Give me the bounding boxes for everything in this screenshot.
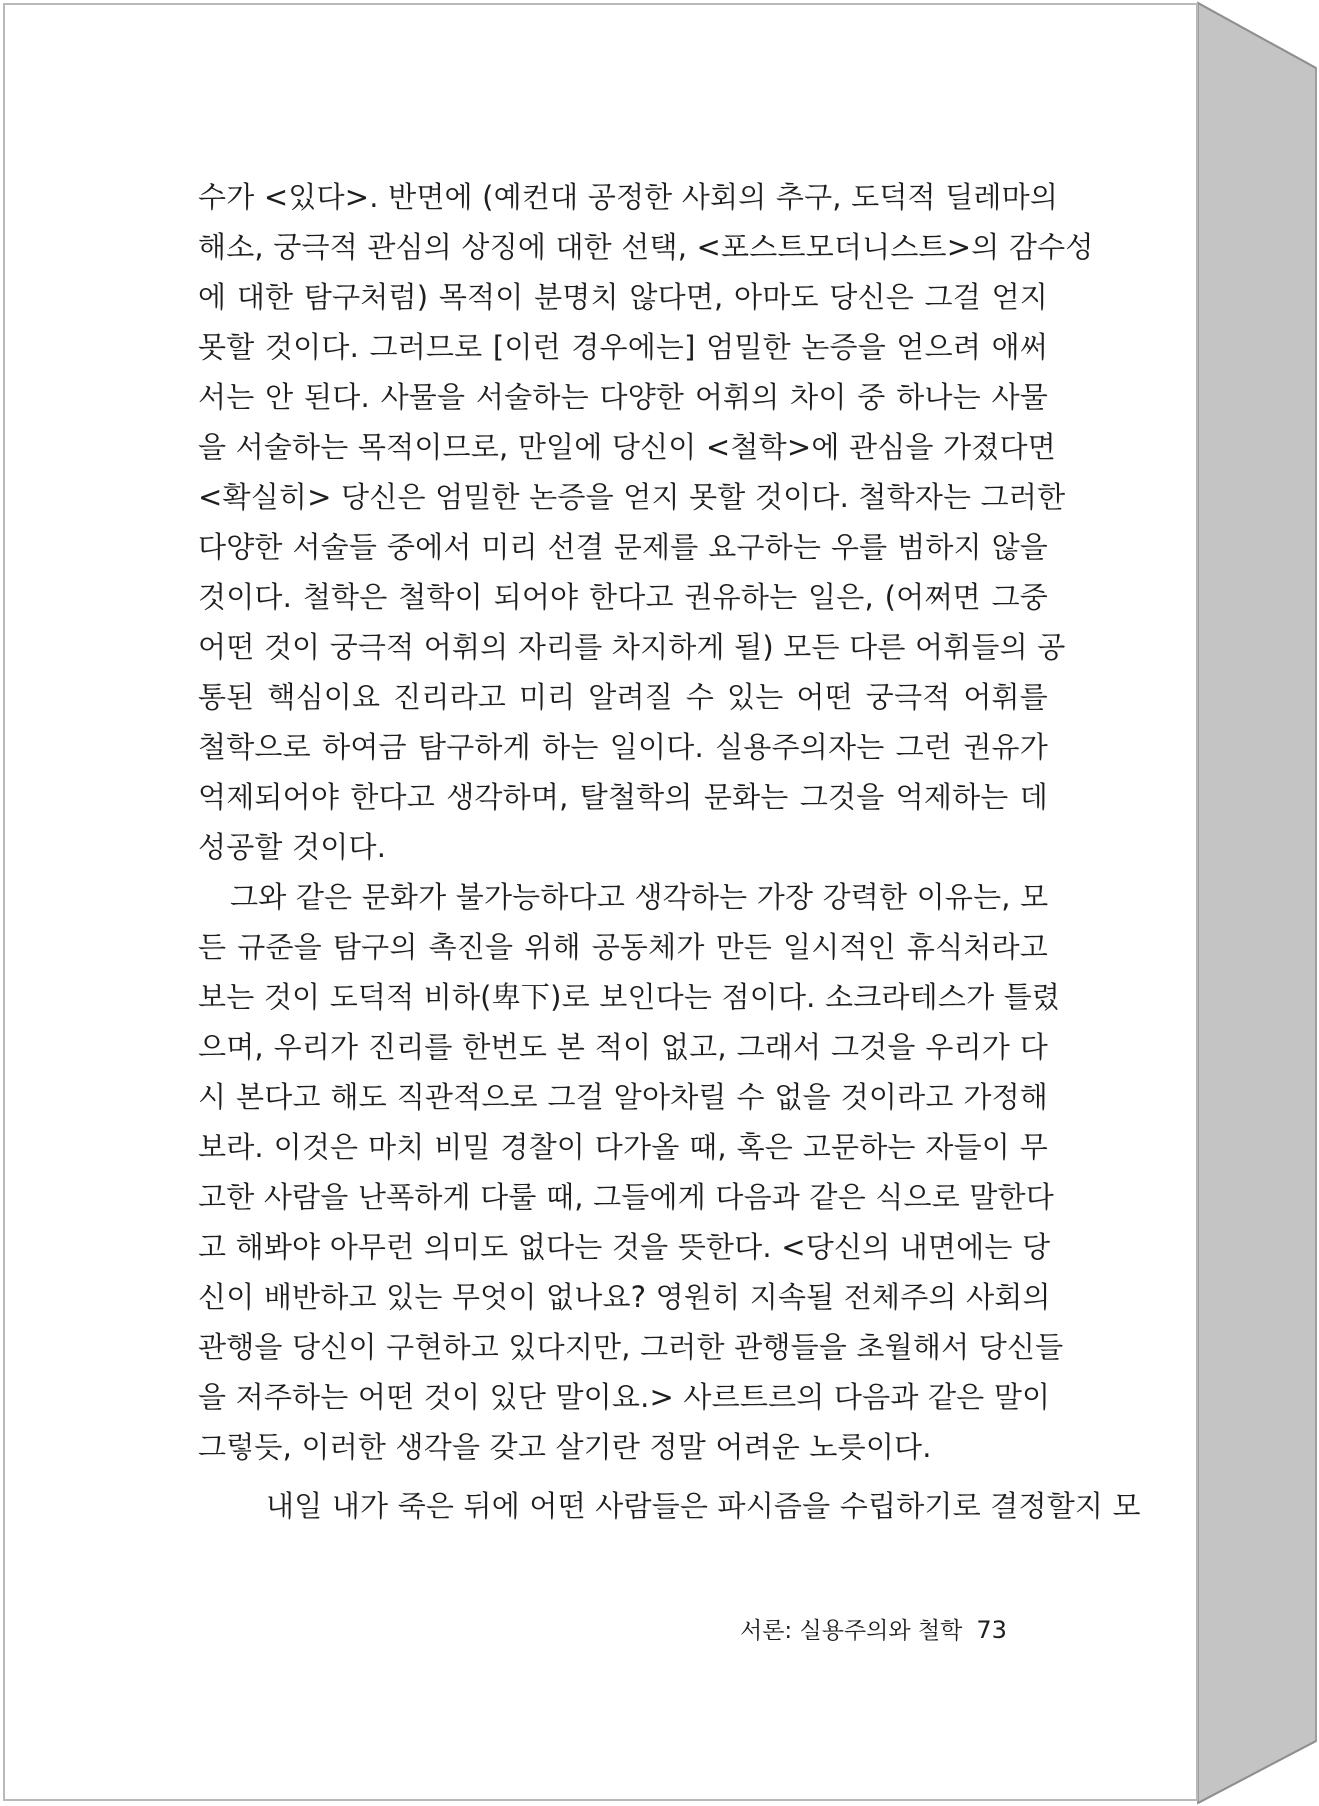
text-line: 다양한 서술들 중에서 미리 선결 문제를 요구하는 우를 범하지 않을 <box>198 530 1048 564</box>
text-line: 고한 사람을 난폭하게 다룰 때, 그들에게 다음과 같은 식으로 말한다 <box>198 1180 1054 1214</box>
text-line: 못할 것이다. 그러므로 [이런 경우에는] 엄밀한 논증을 얻으려 애써 <box>198 330 1048 364</box>
text-line: 통된 핵심이요 진리라고 미리 알려질 수 있는 어떤 궁극적 어휘를 <box>198 680 1048 714</box>
text-line: <확실히> 당신은 엄밀한 논증을 얻지 못할 것이다. 철학자는 그러한 <box>198 480 1066 514</box>
text-line: 보는 것이 도덕적 비하(卑下)로 보인다는 점이다. 소크라테스가 틀렸 <box>198 980 1061 1014</box>
book-side-face <box>1198 3 1316 1803</box>
text-line: 을 서술하는 목적이므로, 만일에 당신이 <철학>에 관심을 가졌다면 <box>198 430 1056 464</box>
text-line: 든 규준을 탐구의 촉진을 위해 공동체가 만든 일시적인 휴식처라고 <box>198 930 1048 964</box>
running-footer <box>740 1610 1007 1650</box>
text-line: 어떤 것이 궁극적 어휘의 자리를 차지하게 될) 모든 다른 어휘들의 공 <box>198 630 1066 664</box>
quote-line: 내일 내가 죽은 뒤에 어떤 사람들은 파시즘을 수립하기로 결정할지 모 <box>266 1489 1141 1523</box>
text-line: 신이 배반하고 있는 무엇이 없나요? 영원히 지속될 전체주의 사회의 <box>198 1280 1051 1314</box>
text-line: 수가 <있다>. 반면에 (예컨대 공정한 사회의 추구, 도덕적 딜레마의 <box>198 180 1059 214</box>
paragraph-1 <box>198 172 1094 872</box>
text-line: 성공할 것이다. <box>198 830 387 864</box>
text-line: 해소, 궁극적 관심의 상징에 대한 선택, <포스트모더니스트>의 감수성 <box>198 230 1094 264</box>
text-line: 것이다. 철학은 철학이 되어야 한다고 권유하는 일은, (어쩌면 그중 <box>198 580 1048 614</box>
paragraph-2 <box>198 872 1064 1472</box>
text-line: 보라. 이것은 마치 비밀 경찰이 다가올 때, 혹은 고문하는 자들이 무 <box>198 1130 1048 1164</box>
body-text <box>198 172 1094 1472</box>
text-line: 시 본다고 해도 직관적으로 그걸 알아차릴 수 없을 것이라고 가정해 <box>198 1080 1048 1114</box>
text-line: 서는 안 된다. 사물을 서술하는 다양한 어휘의 차이 중 하나는 사물 <box>198 380 1048 414</box>
text-line: 에 대한 탐구처럼) 목적이 분명치 않다면, 아마도 당신은 그걸 얻지 <box>198 280 1048 314</box>
text-line: 그와 같은 문화가 불가능하다고 생각하는 가장 강력한 이유는, 모 <box>230 880 1049 914</box>
text-line: 으며, 우리가 진리를 한번도 본 적이 없고, 그래서 그것을 우리가 다 <box>198 1030 1048 1064</box>
text-line: 철학으로 하여금 탐구하게 하는 일이다. 실용주의자는 그런 권유가 <box>198 730 1048 764</box>
text-line: 그렇듯, 이러한 생각을 갖고 살기란 정말 어려운 노릇이다. <box>198 1430 932 1464</box>
text-line: 관행을 당신이 구현하고 있다지만, 그러한 관행들을 초월해서 당신들 <box>198 1330 1064 1364</box>
block-quote <box>266 1481 1141 1531</box>
text-line: 을 저주하는 어떤 것이 있단 말이요.> 사르트르의 다음과 같은 말이 <box>198 1380 1051 1414</box>
text-line: 고 해봐야 아무런 의미도 없다는 것을 뜻한다. <당신의 내면에는 당 <box>198 1230 1051 1264</box>
text-line: 억제되어야 한다고 생각하며, 탈철학의 문화는 그것을 억제하는 데 <box>198 780 1048 814</box>
footer-title: 서론: 실용주의와 철학 <box>740 1618 963 1644</box>
page-number: 73 <box>976 1616 1007 1644</box>
